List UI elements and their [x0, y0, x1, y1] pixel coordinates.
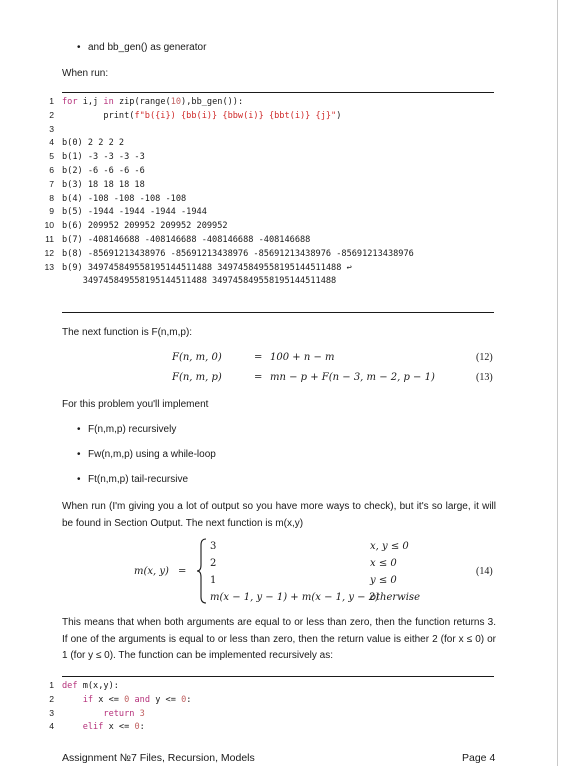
code-token: ),bb_gen()): [181, 97, 244, 107]
code-token: elif [82, 722, 104, 733]
eq14-case-val-1: 3 [210, 541, 217, 552]
footer-title: Assignment №7 Files, Recursion, Models [62, 752, 255, 764]
impl-item-tail: • Ft(n,m,p) tail-recursive [88, 473, 188, 486]
code-token: f"b({i}) {bb(i)} {bbw(i)} {bbt(i)} {j}" [134, 110, 337, 121]
code-token: b(6) 209952 209952 209952 209952 [62, 221, 228, 232]
eq13-rhs: mn − p + F(n − 3, m − 2, p − 1) [270, 372, 435, 383]
code-token: b(9) 349745849558195144511488 349745849558195144511488 ↩ [62, 262, 352, 273]
code1-line [62, 110, 341, 124]
code-token: b(8) -85691213438976 -85691213438976 -85691213438976 -85691213438976 [62, 248, 414, 259]
code-token: x <= [103, 722, 135, 733]
code1-line [62, 262, 352, 276]
code1-line-number: 13 [44, 261, 54, 272]
code1-line-number: 7 [49, 178, 54, 189]
next-function-f-text: The next function is F(n,m,p): [62, 327, 193, 338]
code2-line [62, 708, 145, 722]
eq14-case-cond-1: x, y ≤ 0 [370, 541, 409, 552]
code-token: : [139, 722, 145, 733]
code1-line [62, 193, 186, 207]
code-token: ) [336, 110, 342, 121]
code-token: b(2) -6 -6 -6 -6 [62, 166, 145, 176]
code-token: : [186, 694, 192, 705]
code1-line-number: 2 [49, 109, 54, 120]
eq12-rhs: 100 + n − m [270, 352, 335, 363]
code2-line [62, 680, 119, 694]
code1-line [62, 179, 145, 193]
code-token [62, 709, 103, 719]
code2-line [62, 694, 191, 708]
code1-line-number: 9 [49, 206, 54, 217]
code1-line [62, 137, 124, 151]
code-token [62, 722, 83, 732]
code-token: b(0) 2 2 2 2 [62, 138, 125, 149]
code1-line [62, 96, 243, 110]
eq14-number: (14) [476, 566, 493, 577]
code-token: b(3) 18 18 18 18 [62, 179, 145, 190]
code1-line [62, 220, 228, 234]
code-token: b(5) -1944 -1944 -1944 -1944 [62, 207, 207, 218]
implement-intro: For this problem you'll implement [62, 399, 209, 410]
code1-top-rule [62, 92, 494, 93]
code1-line-number: 5 [49, 151, 54, 162]
means-paragraph: This means that when both arguments are equal to or less than zero, then the function returns 3. If one of the arguments is equal to or less than zero, then the return value is either 2 (for x ≤ 0) or 1 (for y ≤ 0). The function can be implemented recursively as: [62, 617, 496, 661]
code1-line [62, 248, 414, 262]
code1-line-number: 8 [49, 192, 54, 203]
code2-line [62, 721, 145, 735]
eq14-lhs: m(x, y) [134, 566, 169, 577]
eq14-case-cond-3: y ≤ 0 [370, 575, 397, 586]
code-token: and [134, 694, 151, 705]
code-token: x <= [93, 694, 125, 705]
code1-line [62, 275, 336, 289]
eq14-case-val-4: m(x − 1, y − 1) + m(x − 1, y − 2) [210, 592, 379, 603]
code-token: zip(range( [113, 97, 171, 107]
eq13-op: = [254, 372, 263, 383]
code1-line [62, 151, 145, 165]
code1-line-number: 12 [44, 247, 54, 258]
eq14-case-cond-2: x ≤ 0 [370, 558, 397, 569]
code-token: if [82, 694, 94, 705]
when-run-label: When run: [62, 68, 109, 79]
impl-item-recursive: • F(n,m,p) recursively [88, 423, 176, 436]
code1-line-number: 1 [49, 96, 54, 106]
code1-line-number: 4 [49, 137, 54, 148]
eq14-brace [196, 538, 208, 604]
code-token: 349745849558195144511488 349745849558195144511488 [62, 276, 337, 287]
code1-line [62, 165, 145, 179]
code-token: 3 [139, 708, 145, 719]
eq13-lhs: F(n, m, p) [172, 372, 222, 383]
code1-bottom-rule [62, 312, 494, 313]
footer-page-number: Page 4 [462, 752, 496, 764]
code-token: return [103, 708, 135, 719]
code-token: m(x,y): [77, 681, 119, 691]
code-token: 0 [134, 722, 140, 733]
code-token: i,j [77, 97, 104, 107]
eq14-case-val-2: 2 [210, 558, 217, 569]
code2-top-rule [62, 676, 494, 677]
code-token: 10 [170, 97, 182, 107]
when-run-paragraph: When run (I'm giving you a lot of output so you have more ways to check), but it's so large, it will be found in Section Output. The next function is m(x,y) [62, 501, 496, 529]
code-token: b(4) -108 -108 -108 -108 [62, 193, 187, 204]
top-bullet: • and bb_gen() as generator [88, 41, 206, 54]
code1-line-number: 3 [49, 123, 54, 134]
eq12-op: = [254, 352, 263, 363]
code-token [62, 695, 83, 705]
code2-line-number: 4 [49, 721, 54, 732]
code-token: def [62, 681, 78, 691]
code-token: for [62, 97, 78, 107]
code2-line-number: 2 [49, 693, 54, 704]
code-token: in [103, 97, 114, 107]
code2-line-number: 3 [49, 707, 54, 718]
code-token: print( [62, 110, 135, 121]
eq13-number: (13) [476, 372, 493, 383]
eq14-case-cond-4: otherwise [370, 592, 420, 603]
code-token: y <= [150, 694, 182, 705]
code-token: b(7) -408146688 -408146688 -408146688 -408146688 [62, 235, 311, 245]
code1-line-number: 11 [45, 234, 54, 244]
impl-item-while: • Fw(n,m,p) using a while-loop [88, 448, 216, 461]
code1-line [62, 234, 310, 248]
eq12-number: (12) [476, 352, 493, 363]
code1-line [62, 206, 207, 220]
eq14-case-val-3: 1 [210, 575, 217, 586]
eq14-op: = [178, 566, 187, 577]
code1-line-number: 10 [44, 220, 54, 231]
code-token: 0 [181, 694, 187, 705]
eq12-lhs: F(n, m, 0) [172, 352, 222, 363]
code1-line-number: 6 [49, 165, 54, 175]
code-token: b(1) -3 -3 -3 -3 [62, 152, 145, 163]
code2-line-number: 1 [49, 680, 54, 690]
code-token: 0 [124, 694, 130, 705]
